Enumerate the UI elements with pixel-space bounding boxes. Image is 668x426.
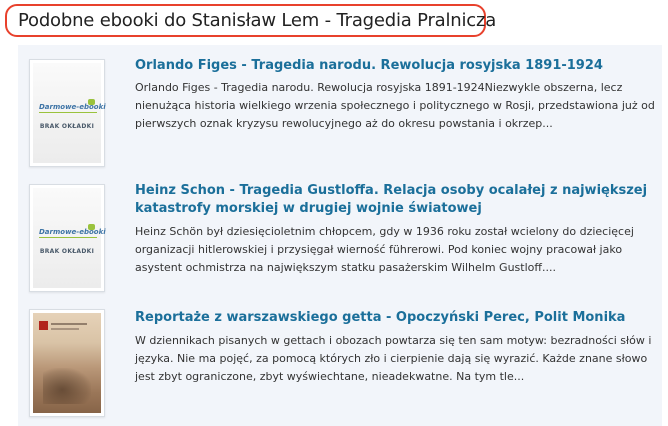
book-description: Orlando Figes - Tragedia narodu. Rewolucja rosyjska 1891-1924Niezwykle obszerna, lecz nienużąca historia wielkiego wrzenia społecznego i politycznego w Rosji, przedstawiona już od pierwszych oznak kryzysu rewolucyjnego aż do okresu powstania i okrzep... — [135, 81, 655, 130]
cover-photo — [33, 313, 101, 413]
book-title-link[interactable]: Reportaże z warszawskiego getta - Opoczyński Perec, Polit Monika — [135, 310, 626, 325]
publisher-logo-icon — [39, 321, 48, 330]
heading-frame — [5, 4, 497, 37]
similar-ebooks-list — [18, 45, 662, 426]
cover-placeholder — [33, 188, 106, 288]
book-description: W dziennikach pisanych w gettach i obozach powtarza się ten sam motyw: bezradności słów i języka. Nie ma pojęć, za pomocą których zło i cierpienie dają się wyrazić. Każde znane słowo jest zbyt ograniczone, zbyt wyświechtane, nieadekwatne. Na tym tle... — [135, 334, 652, 383]
cover-subtitle-line — [51, 328, 79, 330]
no-cover-label: BRAK OKŁADKI — [39, 248, 95, 255]
page-title: Podobne ebooki do Stanisław Lem - Tragedia Pralnicza — [18, 10, 497, 31]
cover-brand: Darmowe-ebooki — [39, 103, 106, 111]
list-item — [18, 171, 662, 296]
book-description: Heinz Schön był dziesięcioletnim chłopcem, gdy w 1936 roku został wcielony do dziecięcej organizacji hitlerowskiej i przysięgał wierność führerowi. Pod koniec wojny pracował jako asystent ochmistrza na największym statku pasażerskim Wilhelm Gustloff.... — [135, 225, 634, 274]
cover-brand: Darmowe-ebooki — [39, 228, 106, 236]
book-title-link[interactable]: Orlando Figes - Tragedia narodu. Rewolucja rosyjska 1891-1924 — [135, 58, 603, 73]
cover-figure-image — [43, 368, 91, 404]
book-cover[interactable] — [29, 184, 105, 292]
book-cover[interactable] — [29, 59, 105, 167]
no-cover-label: BRAK OKŁADKI — [39, 123, 95, 130]
book-title-link[interactable]: Heinz Schon - Tragedia Gustloffa. Relacja osoby ocalałej z największej katastrofy morskiej w drugiej wojnie światowej — [135, 183, 648, 216]
cover-placeholder — [33, 63, 106, 163]
list-item — [18, 297, 662, 426]
cover-title-line — [51, 323, 87, 325]
list-item — [18, 45, 662, 170]
book-cover[interactable] — [29, 309, 105, 417]
